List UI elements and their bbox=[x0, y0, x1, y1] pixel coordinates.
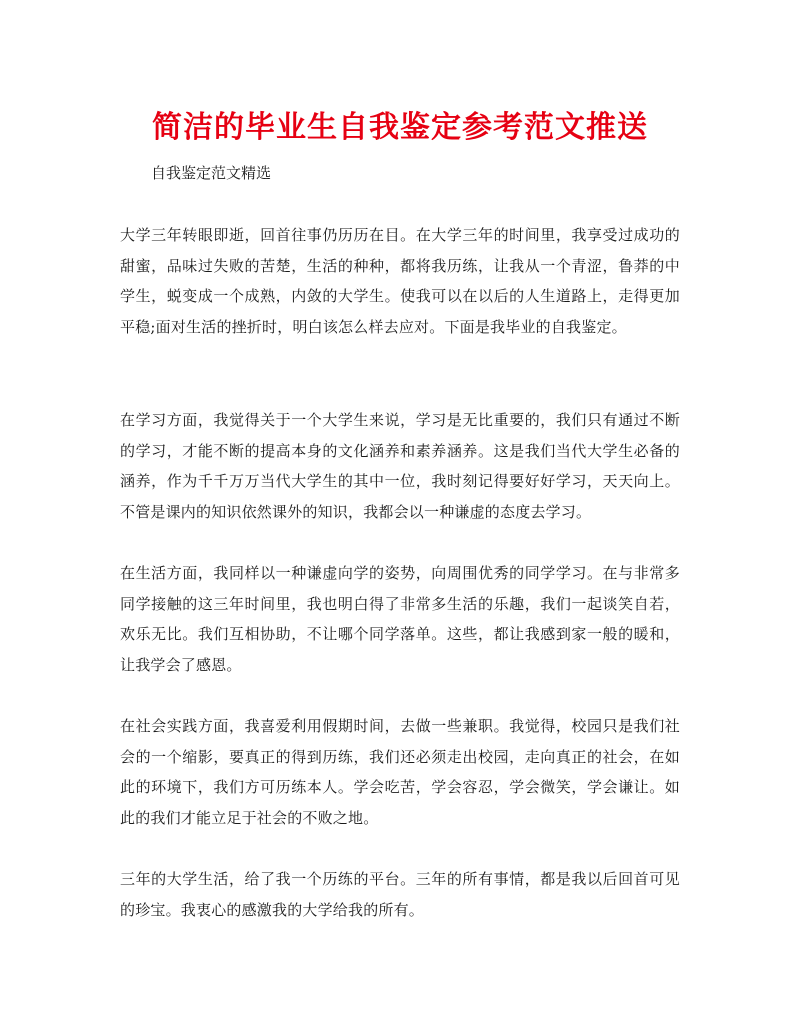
paragraph-social-practice: 在社会实践方面，我喜爱利用假期时间，去做一些兼职。我觉得，校园只是我们社会的一个缩影，要真正的得到历练，我们还必须走出校园，走向真正的社会，在如此的环境下，我们方可历练本人。学会吃苦，学会容忍，学会微笑，学会谦让。如此的我们才能立足于社会的不败之地。 bbox=[120, 717, 680, 827]
document-subtitle: 自我鉴定范文精选 bbox=[151, 164, 272, 182]
paragraph-study: 在学习方面，我觉得关于一个大学生来说，学习是无比重要的，我们只有通过不断的学习，才能不断的提高本身的文化涵养和素养涵养。这是我们当代大学生必备的涵养，作为千千万万当代大学生的其中一位，我时刻记得要好好学习，天天向上。不管是课内的知识依然课外的知识，我都会以一种谦虚的态度去学习。 bbox=[120, 411, 680, 521]
document-title: 简洁的毕业生自我鉴定参考范文推送 bbox=[152, 110, 648, 145]
paragraph-intro: 大学三年转眼即逝，回首往事仍历历在目。在大学三年的时间里，我享受过成功的甜蜜，品味过失败的苦楚，生活的种种，都将我历练，让我从一个青涩，鲁莽的中学生，蜕变成一个成熟，内敛的大学生。使我可以在以后的人生道路上，走得更加平稳;面对生活的挫折时，明白该怎么样去应对。下面是我毕业的自我鉴定。 bbox=[120, 226, 680, 336]
paragraph-conclusion: 三年的大学生活，给了我一个历练的平台。三年的所有事情，都是我以后回首可见的珍宝。我衷心的感激我的大学给我的所有。 bbox=[120, 870, 680, 919]
paragraph-life: 在生活方面，我同样以一种谦虚向学的姿势，向周围优秀的同学学习。在与非常多同学接触的这三年时间里，我也明白得了非常多生活的乐趣，我们一起谈笑自若，欢乐无比。我们互相协助，不让哪个同学落单。这些，都让我感到家一般的暖和，让我学会了感恩。 bbox=[120, 564, 680, 674]
